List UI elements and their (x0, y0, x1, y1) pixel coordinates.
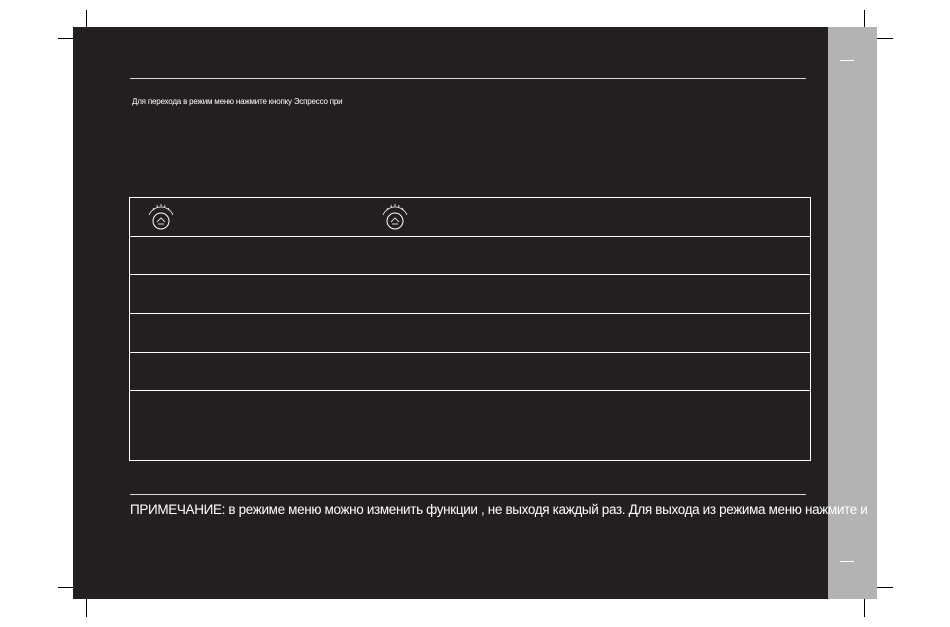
crop-mark (58, 587, 74, 588)
crop-mark (864, 599, 865, 617)
note-text: ПРИМЕЧАНИЕ: в режиме меню можно изменить функции , не выходя каждый раз. Для выхода из режима меню нажмите и (130, 502, 868, 517)
settings-table (129, 197, 811, 461)
crop-mark (877, 587, 893, 588)
table-row-divider (130, 313, 810, 314)
intro-text: Для перехода в режим меню нажмите кнопку Эспрессо при (132, 97, 343, 106)
dial-selector-icon (144, 200, 178, 234)
strip-mark (840, 561, 854, 562)
table-row-divider (130, 352, 810, 353)
table-row-divider (130, 236, 810, 237)
crop-mark (86, 599, 87, 617)
crop-mark (58, 38, 74, 39)
bottom-rule (130, 494, 806, 495)
table-row-divider (130, 390, 810, 391)
top-rule (130, 78, 806, 79)
table-row-divider (130, 274, 810, 275)
strip-mark (840, 60, 854, 61)
dial-selector-icon (378, 200, 412, 234)
crop-mark (877, 38, 893, 39)
crop-mark (864, 10, 865, 27)
